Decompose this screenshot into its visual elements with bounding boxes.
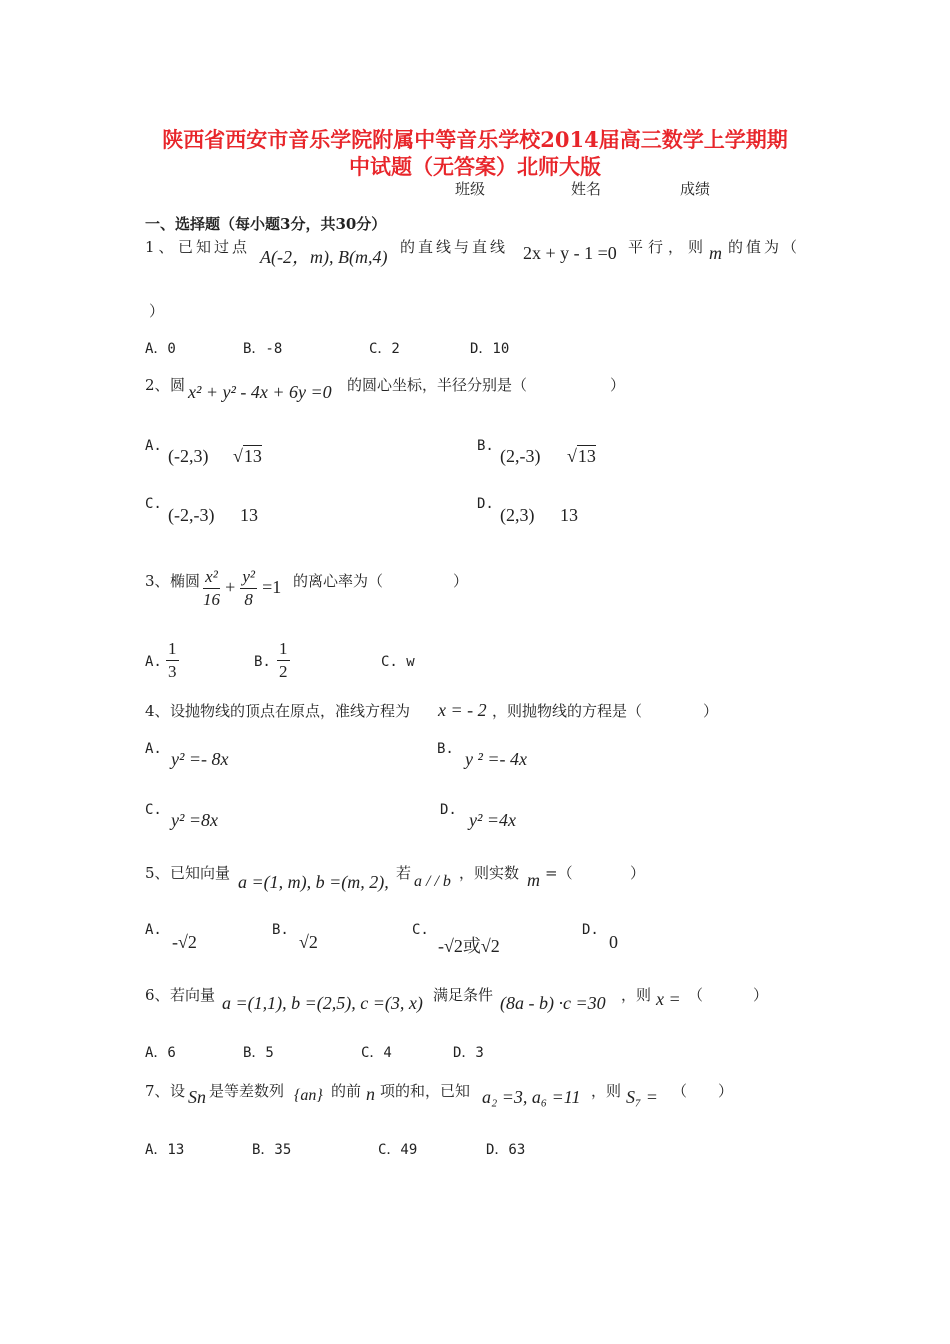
q6-text-2: 满足条件: [433, 986, 494, 1004]
q5-text-3: ，则实数: [459, 864, 520, 882]
q5-close-paren: ）: [630, 864, 646, 882]
q4-math-directrix: x = - 2: [438, 700, 487, 720]
q1-number: 1、: [145, 238, 178, 256]
q5-option-b-label: B.: [272, 922, 289, 938]
q2-option-b-radius: √13: [567, 446, 596, 466]
q5-option-a: -√2: [172, 932, 197, 952]
q2-option-d-label: D.: [477, 496, 494, 512]
q6-text-3: ，则: [621, 986, 652, 1004]
q2-close-paren: ）: [610, 376, 626, 394]
q4-option-c: y² =8x: [171, 810, 219, 830]
q1-option-d: D．10: [470, 341, 510, 357]
q1-text-2: 的直线与直线: [400, 238, 509, 256]
q5-math-vectors: a =(1, m), b =(m, 2),: [238, 872, 389, 892]
q2-option-d-center: (2,3): [500, 505, 535, 525]
q1-text-1: 已知过点: [178, 238, 251, 256]
q3-fraction-x: $\frac{\text{x²}}{16}$: [203, 567, 220, 609]
q6-option-d: D．3: [453, 1045, 484, 1061]
q7-text-3: 的前: [331, 1082, 362, 1100]
q4-close-paren: ）: [703, 702, 719, 720]
q1-option-c: C．2: [369, 341, 400, 357]
q7-text-2: 是等差数列: [209, 1082, 285, 1100]
q2-option-c-radius: 13: [240, 505, 258, 525]
q4-option-d: y² =4x: [469, 810, 517, 830]
q4-number: 4、: [145, 702, 170, 720]
q5-number: 5、: [145, 864, 170, 882]
q2-option-b-label: B.: [477, 438, 494, 454]
q7-option-d: D．63: [486, 1142, 526, 1158]
q4-text-2: ，则抛物线的方程是（: [492, 702, 643, 720]
q3-option-c: C. w: [381, 654, 415, 670]
q2-option-a-label: A.: [145, 438, 162, 454]
q1-option-a: A．0: [145, 341, 176, 357]
q6-option-c: C．4: [361, 1045, 392, 1061]
q2-option-a-center: (-2,3): [168, 446, 209, 466]
title-line-1: 陕西省西安市音乐学院附属中等音乐学校2014届高三数学上学期期: [162, 127, 788, 152]
q6-math-vectors: a =(1,1), b =(2,5), c =(3, x): [222, 993, 423, 1013]
q2-option-c-center: (-2,-3): [168, 505, 215, 525]
q7-close-paren: ）: [718, 1082, 734, 1100]
q3-close-paren: ）: [453, 572, 469, 590]
q3-option-a-label: A.: [145, 654, 162, 670]
q7-option-b: B．35: [252, 1142, 292, 1158]
q1-text-4: 的值为（: [728, 238, 801, 256]
q6-text-1: 若向量: [170, 986, 216, 1004]
q5-math-parallel: a / / b: [414, 873, 451, 890]
q6-option-b: B．5: [243, 1045, 274, 1061]
q3-equals: =1: [262, 577, 282, 597]
q7-math-sn: Sn: [188, 1087, 206, 1107]
class-label: 班级: [455, 180, 486, 198]
q6-text-4: （: [688, 986, 704, 1004]
q5-option-d: 0: [609, 932, 618, 952]
section-heading: 一、选择题（每小题3分，共30分）: [145, 215, 387, 233]
q3-option-b: $\frac{1}{2}$: [279, 639, 288, 681]
q3-option-b-label: B.: [254, 654, 271, 670]
q7-number: 7、: [145, 1082, 170, 1100]
q7-math-sequence: {an}: [294, 1087, 323, 1104]
q1-math-line: 2x + y - 1 =0: [523, 243, 617, 263]
q1-option-b: B．-8: [243, 341, 283, 357]
q2-number: 2、: [145, 376, 170, 394]
q3-text-2: 的离心率为（: [293, 572, 384, 590]
q4-option-d-label: D.: [440, 802, 457, 818]
q6-number: 6、: [145, 986, 170, 1004]
q4-option-c-label: C.: [145, 802, 162, 818]
q3-fraction-y: $\frac{\text{y²}}{8}$: [242, 567, 255, 609]
q7-text-5: ，则: [591, 1082, 622, 1100]
q6-close-paren: ）: [753, 986, 769, 1004]
q5-text-2: 若: [396, 864, 412, 882]
q2-text-2: 的圆心坐标，半径分别是（: [347, 376, 528, 394]
q5-option-c: -√2或√2: [438, 936, 500, 956]
q5-text-1: 已知向量: [170, 864, 231, 882]
q7-math-given: a₂ =3, a₆ =11: [482, 1087, 581, 1107]
q2-option-a-radius: √13: [233, 446, 262, 466]
q4-option-b-label: B.: [437, 741, 454, 757]
q1-math-points: A(-2，m), B(m,4): [260, 247, 388, 267]
q1-close-paren: ）: [149, 302, 165, 320]
q2-option-b-center: (2,-3): [500, 446, 541, 466]
q7-text-4: 项的和，已知: [380, 1082, 471, 1100]
q2-math-circle: x² + y² - 4x + 6y =0: [188, 382, 332, 402]
q5-text-4: =（: [545, 864, 573, 882]
q4-text-1: 设抛物线的顶点在原点，准线方程为: [170, 702, 411, 720]
q3-text-1: 椭圆: [170, 572, 201, 590]
title-line-2: 中试题（无答案）北师大版: [349, 154, 601, 179]
q7-math-s7: S₇ =: [626, 1087, 658, 1107]
q6-math-condition: (8a - b) ·c =30: [500, 993, 606, 1013]
q4-option-a-label: A.: [145, 741, 162, 757]
q2-option-c-label: C.: [145, 496, 162, 512]
q7-text-1: 设: [170, 1082, 186, 1100]
q1-text-3: 平行，则: [628, 238, 709, 256]
q4-option-b: y ² =- 4x: [465, 749, 528, 769]
q7-text-6: （: [672, 1082, 688, 1100]
name-label: 姓名: [571, 180, 602, 198]
q5-math-m: m: [527, 870, 540, 890]
q3-option-a: $\frac{1}{3}$: [168, 639, 177, 681]
q1-math-m: m: [709, 243, 722, 263]
q5-option-a-label: A.: [145, 922, 162, 938]
q7-math-n: n: [366, 1084, 375, 1104]
q6-option-a: A．6: [145, 1045, 176, 1061]
q7-option-c: C．49: [378, 1142, 418, 1158]
q4-option-a: y² =- 8x: [171, 749, 229, 769]
q5-option-c-label: C.: [412, 922, 429, 938]
q3-number: 3、: [145, 572, 170, 590]
q2-option-d-radius: 13: [560, 505, 578, 525]
q5-option-b: √2: [299, 932, 318, 952]
q7-option-a: A．13: [145, 1142, 185, 1158]
q6-math-x: x =: [656, 989, 681, 1009]
q5-option-d-label: D.: [582, 922, 599, 938]
q3-ellipse-equation: [203, 566, 281, 611]
q3-plus: +: [225, 577, 236, 597]
q2-text-1: 圆: [170, 376, 186, 394]
score-label: 成绩: [680, 180, 711, 198]
